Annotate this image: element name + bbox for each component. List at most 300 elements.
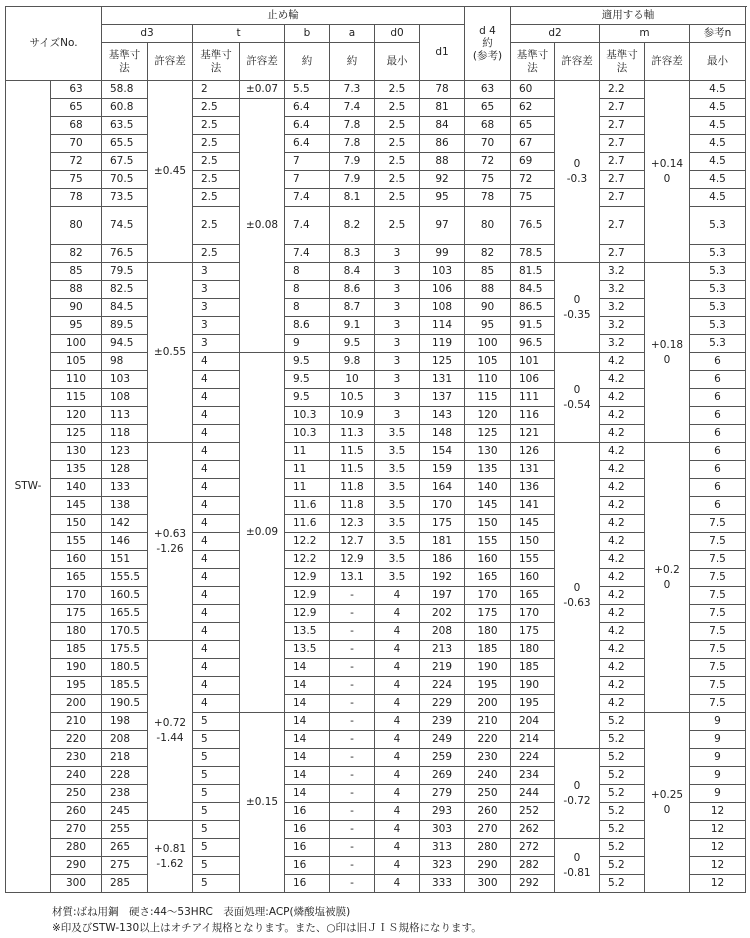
m-tol: +0.18 0	[645, 263, 690, 443]
size-no: 260	[51, 803, 102, 821]
n-value: 4.5	[690, 99, 746, 117]
d2-std: 106	[511, 371, 555, 389]
a-value: -	[330, 587, 375, 605]
d4-value: 92	[420, 171, 465, 189]
t-std: 2.5	[193, 135, 240, 153]
d1-value: 120	[465, 407, 511, 425]
d1-value: 85	[465, 263, 511, 281]
m-std: 3.2	[600, 317, 645, 335]
d3-std: 190.5	[102, 695, 148, 713]
m-std: 4.2	[600, 515, 645, 533]
m-std: 2.7	[600, 153, 645, 171]
d1-value: 100	[465, 335, 511, 353]
d4-value: 170	[420, 497, 465, 515]
b-value: 12.2	[285, 533, 330, 551]
size-no: 200	[51, 695, 102, 713]
a-value: 12.3	[330, 515, 375, 533]
a-value: 9.1	[330, 317, 375, 335]
n-value: 9	[690, 767, 746, 785]
d2-std: 175	[511, 623, 555, 641]
a-value: -	[330, 857, 375, 875]
b-value: 13.5	[285, 641, 330, 659]
d0-value: 3	[375, 281, 420, 299]
table-row	[6, 335, 746, 353]
n-value: 5.3	[690, 335, 746, 353]
t-std: 2.5	[193, 245, 240, 263]
d1-value: 165	[465, 569, 511, 587]
size-prefix: STW-	[6, 81, 51, 893]
table-row	[6, 857, 746, 875]
b-value: 9.5	[285, 371, 330, 389]
a-value: 7.9	[330, 171, 375, 189]
b-value: 14	[285, 659, 330, 677]
d2-std: 86.5	[511, 299, 555, 317]
m-std: 4.2	[600, 353, 645, 371]
size-no: 280	[51, 839, 102, 857]
a-header: a	[330, 25, 375, 43]
table-row	[6, 569, 746, 587]
d4-value: 313	[420, 839, 465, 857]
size-no: 160	[51, 551, 102, 569]
b-value: 14	[285, 731, 330, 749]
a-value: 7.3	[330, 81, 375, 99]
size-no: 72	[51, 153, 102, 171]
b-value: 8	[285, 299, 330, 317]
t-std: 3	[193, 317, 240, 335]
b-value: 10.3	[285, 407, 330, 425]
m-std: 4.2	[600, 533, 645, 551]
a-value: -	[330, 677, 375, 695]
t-tol-header: 許容差	[240, 43, 285, 81]
size-no: 78	[51, 189, 102, 207]
d1-value: 140	[465, 479, 511, 497]
d2-std: 150	[511, 533, 555, 551]
d3-std: 151	[102, 551, 148, 569]
d4-value: 159	[420, 461, 465, 479]
d2-tol: 0 -0.35	[555, 263, 600, 353]
b-value: 14	[285, 713, 330, 731]
n-value: 5.3	[690, 245, 746, 263]
n-value: 6	[690, 371, 746, 389]
d4-value: 86	[420, 135, 465, 153]
d2-std: 101	[511, 353, 555, 371]
d0-value: 3.5	[375, 569, 420, 587]
d3-std: 118	[102, 425, 148, 443]
d4-value: 213	[420, 641, 465, 659]
t-std: 4	[193, 479, 240, 497]
size-no: 190	[51, 659, 102, 677]
size-no: 250	[51, 785, 102, 803]
d2-std: 126	[511, 443, 555, 461]
d1-value: 190	[465, 659, 511, 677]
d3-tol: +0.81 -1.62	[148, 821, 193, 893]
n-value: 7.5	[690, 695, 746, 713]
t-std: 5	[193, 803, 240, 821]
t-tol: ±0.09	[240, 353, 285, 713]
d4-value: 97	[420, 207, 465, 245]
d3-std: 285	[102, 875, 148, 893]
d2-tol: 0 -0.63	[555, 443, 600, 749]
d3-std: 146	[102, 533, 148, 551]
b-value: 7.4	[285, 189, 330, 207]
b-value: 8.6	[285, 317, 330, 335]
d2-std: 81.5	[511, 263, 555, 281]
d2-std: 204	[511, 713, 555, 731]
b-value: 12.9	[285, 569, 330, 587]
n-value: 7.5	[690, 587, 746, 605]
d4-value: 229	[420, 695, 465, 713]
t-std: 4	[193, 515, 240, 533]
m-std: 2.7	[600, 135, 645, 153]
d2-std: 165	[511, 587, 555, 605]
size-no: 270	[51, 821, 102, 839]
n-min-header: 最小	[690, 43, 746, 81]
t-std: 5	[193, 857, 240, 875]
size-no: 82	[51, 245, 102, 263]
table-row	[6, 317, 746, 335]
d3-std: 255	[102, 821, 148, 839]
d1-value: 260	[465, 803, 511, 821]
d1-value: 145	[465, 497, 511, 515]
table-row	[6, 695, 746, 713]
b-value: 7.4	[285, 245, 330, 263]
size-no: 115	[51, 389, 102, 407]
d2-std: 131	[511, 461, 555, 479]
t-std: 3	[193, 335, 240, 353]
m-header: m	[600, 25, 690, 43]
d2-std: 170	[511, 605, 555, 623]
d3-std: 74.5	[102, 207, 148, 245]
d2-std: 75	[511, 189, 555, 207]
d0-value: 4	[375, 713, 420, 731]
b-value: 7	[285, 171, 330, 189]
a-value: 7.8	[330, 117, 375, 135]
d3-std: 245	[102, 803, 148, 821]
d2-tol-header: 許容差	[555, 43, 600, 81]
size-no: 100	[51, 335, 102, 353]
a-value: -	[330, 875, 375, 893]
table-row	[6, 785, 746, 803]
d1-value: 72	[465, 153, 511, 171]
a-value: 11.5	[330, 443, 375, 461]
d4-value: 202	[420, 605, 465, 623]
d2-header: d2	[511, 25, 600, 43]
size-no: 95	[51, 317, 102, 335]
table-row	[6, 299, 746, 317]
a-value: -	[330, 713, 375, 731]
table-row	[6, 461, 746, 479]
d4-value: 99	[420, 245, 465, 263]
m-std: 2.7	[600, 207, 645, 245]
d0-min-header: 最小	[375, 43, 420, 81]
d3-std: 113	[102, 407, 148, 425]
d4-value: 143	[420, 407, 465, 425]
t-std: 2.5	[193, 153, 240, 171]
d1-header: d1	[420, 25, 465, 81]
d4-value: 197	[420, 587, 465, 605]
d1-value: 125	[465, 425, 511, 443]
n-value: 6	[690, 425, 746, 443]
d0-value: 4	[375, 641, 420, 659]
t-std: 5	[193, 785, 240, 803]
n-value: 6	[690, 461, 746, 479]
m-tol: +0.14 0	[645, 81, 690, 263]
d0-value: 3	[375, 389, 420, 407]
m-std: 2.2	[600, 81, 645, 99]
d2-std: 224	[511, 749, 555, 767]
d3-std: 142	[102, 515, 148, 533]
m-std-header: 基準寸 法	[600, 43, 645, 81]
d3-std: 73.5	[102, 189, 148, 207]
d1-value: 240	[465, 767, 511, 785]
n-value: 12	[690, 803, 746, 821]
m-std: 2.7	[600, 117, 645, 135]
d0-header: d0	[375, 25, 420, 43]
d3-std: 238	[102, 785, 148, 803]
m-std: 5.2	[600, 749, 645, 767]
b-value: 11.6	[285, 497, 330, 515]
d2-std: 111	[511, 389, 555, 407]
b-value: 11	[285, 479, 330, 497]
d4-value: 106	[420, 281, 465, 299]
b-value: 9.5	[285, 389, 330, 407]
t-std: 3	[193, 299, 240, 317]
t-std: 4	[193, 353, 240, 371]
d1-value: 75	[465, 171, 511, 189]
table-row	[6, 135, 746, 153]
m-std: 4.2	[600, 695, 645, 713]
table-row	[6, 189, 746, 207]
table-row	[6, 153, 746, 171]
m-std: 3.2	[600, 281, 645, 299]
size-no: 88	[51, 281, 102, 299]
d0-value: 2.5	[375, 171, 420, 189]
d1-value: 88	[465, 281, 511, 299]
b-value: 16	[285, 803, 330, 821]
d1-value: 155	[465, 533, 511, 551]
m-std: 4.2	[600, 659, 645, 677]
b-value: 14	[285, 695, 330, 713]
a-value: -	[330, 695, 375, 713]
m-std: 2.7	[600, 99, 645, 117]
size-no: 240	[51, 767, 102, 785]
d4-value: 84	[420, 117, 465, 135]
a-value: -	[330, 839, 375, 857]
d1-value: 300	[465, 875, 511, 893]
d1-value: 95	[465, 317, 511, 335]
d3-std: 82.5	[102, 281, 148, 299]
d0-value: 4	[375, 803, 420, 821]
a-value: 10.5	[330, 389, 375, 407]
d4-value: 175	[420, 515, 465, 533]
d3-std: 108	[102, 389, 148, 407]
a-value: 8.4	[330, 263, 375, 281]
d0-value: 3	[375, 353, 420, 371]
d3-std: 60.8	[102, 99, 148, 117]
n-value: 7.5	[690, 551, 746, 569]
d4-value: 164	[420, 479, 465, 497]
n-value: 6	[690, 443, 746, 461]
standard-note: ※印及びSTW-130以上はオチアイ規格となります。また、○印は旧ＪＩＳ規格になります。	[52, 922, 482, 934]
d0-value: 4	[375, 839, 420, 857]
t-std: 5	[193, 839, 240, 857]
n-value: 9	[690, 713, 746, 731]
size-no: 65	[51, 99, 102, 117]
d2-std: 96.5	[511, 335, 555, 353]
ring-header: 止め輪	[102, 7, 465, 25]
table-row	[6, 515, 746, 533]
d0-value: 3.5	[375, 551, 420, 569]
n-value: 5.3	[690, 263, 746, 281]
d3-std: 175.5	[102, 641, 148, 659]
table-row	[6, 117, 746, 135]
d0-value: 3	[375, 407, 420, 425]
a-value: -	[330, 749, 375, 767]
a-value: -	[330, 803, 375, 821]
n-value: 6	[690, 497, 746, 515]
d2-std: 244	[511, 785, 555, 803]
m-std: 4.2	[600, 497, 645, 515]
d1-value: 290	[465, 857, 511, 875]
d2-std: 121	[511, 425, 555, 443]
d4-value: 186	[420, 551, 465, 569]
n-value: 12	[690, 857, 746, 875]
d0-value: 2.5	[375, 81, 420, 99]
size-no: 90	[51, 299, 102, 317]
m-std: 4.2	[600, 443, 645, 461]
size-no: 210	[51, 713, 102, 731]
b-value: 14	[285, 767, 330, 785]
t-std: 4	[193, 659, 240, 677]
d3-std: 70.5	[102, 171, 148, 189]
size-no: 165	[51, 569, 102, 587]
size-no: 70	[51, 135, 102, 153]
b-approx-header: 約	[285, 43, 330, 81]
d4-value: 95	[420, 189, 465, 207]
d3-std: 170.5	[102, 623, 148, 641]
t-std: 4	[193, 551, 240, 569]
d3-std: 84.5	[102, 299, 148, 317]
m-std: 5.2	[600, 767, 645, 785]
a-value: 11.8	[330, 479, 375, 497]
d3-header: d3	[102, 25, 193, 43]
d4-value: 333	[420, 875, 465, 893]
t-std: 5	[193, 821, 240, 839]
d3-std: 218	[102, 749, 148, 767]
table-row	[6, 551, 746, 569]
d3-tol: ±0.55	[148, 263, 193, 443]
d2-std: 62	[511, 99, 555, 117]
n-value: 7.5	[690, 569, 746, 587]
n-value: 7.5	[690, 677, 746, 695]
m-std: 2.7	[600, 245, 645, 263]
d4-value: 192	[420, 569, 465, 587]
table-row	[6, 207, 746, 245]
d3-std: 123	[102, 443, 148, 461]
size-header: サイズNo.	[6, 7, 102, 81]
n-value: 6	[690, 407, 746, 425]
t-std: 5	[193, 713, 240, 731]
n-value: 5.3	[690, 207, 746, 245]
n-value: 6	[690, 479, 746, 497]
d2-std: 60	[511, 81, 555, 99]
n-value: 4.5	[690, 153, 746, 171]
d0-value: 4	[375, 767, 420, 785]
m-std: 3.2	[600, 335, 645, 353]
d1-value: 90	[465, 299, 511, 317]
d2-std: 272	[511, 839, 555, 857]
b-value: 12.2	[285, 551, 330, 569]
n-value: 7.5	[690, 533, 746, 551]
t-std: 4	[193, 533, 240, 551]
d0-value: 2.5	[375, 135, 420, 153]
b-value: 9	[285, 335, 330, 353]
table-row	[6, 875, 746, 893]
d1-value: 82	[465, 245, 511, 263]
b-value: 16	[285, 821, 330, 839]
b-value: 6.4	[285, 99, 330, 117]
t-std: 4	[193, 587, 240, 605]
a-value: -	[330, 605, 375, 623]
d2-std: 67	[511, 135, 555, 153]
m-tol: +0.25 0	[645, 713, 690, 893]
size-no: 68	[51, 117, 102, 135]
shaft-header: 適用する軸	[511, 7, 746, 25]
a-value: 8.1	[330, 189, 375, 207]
table-row	[6, 81, 746, 99]
table-row	[6, 171, 746, 189]
d4-value: 137	[420, 389, 465, 407]
d4-value: 323	[420, 857, 465, 875]
d3-std: 265	[102, 839, 148, 857]
t-std: 4	[193, 695, 240, 713]
m-std: 4.2	[600, 371, 645, 389]
n-value: 12	[690, 821, 746, 839]
size-no: 63	[51, 81, 102, 99]
m-std: 4.2	[600, 407, 645, 425]
table-row	[6, 443, 746, 461]
d2-std: 262	[511, 821, 555, 839]
d4-value: 78	[420, 81, 465, 99]
table-row	[6, 371, 746, 389]
table-row	[6, 281, 746, 299]
a-value: 10.9	[330, 407, 375, 425]
d2-std: 190	[511, 677, 555, 695]
d1-value: 130	[465, 443, 511, 461]
d4-value: 269	[420, 767, 465, 785]
d2-std: 141	[511, 497, 555, 515]
b-value: 7.4	[285, 207, 330, 245]
m-std: 4.2	[600, 479, 645, 497]
b-value: 13.5	[285, 623, 330, 641]
b-value: 16	[285, 875, 330, 893]
d2-std: 292	[511, 875, 555, 893]
table-row	[6, 497, 746, 515]
d1-value: 195	[465, 677, 511, 695]
a-value: -	[330, 641, 375, 659]
n-value: 7.5	[690, 641, 746, 659]
t-std: 3	[193, 281, 240, 299]
d3-std: 228	[102, 767, 148, 785]
d1-value: 135	[465, 461, 511, 479]
m-tol-header: 許容差	[645, 43, 690, 81]
d0-value: 4	[375, 659, 420, 677]
d0-value: 3.5	[375, 425, 420, 443]
d0-value: 3	[375, 245, 420, 263]
b-value: 11	[285, 461, 330, 479]
d0-value: 2.5	[375, 153, 420, 171]
d3-std: 160.5	[102, 587, 148, 605]
